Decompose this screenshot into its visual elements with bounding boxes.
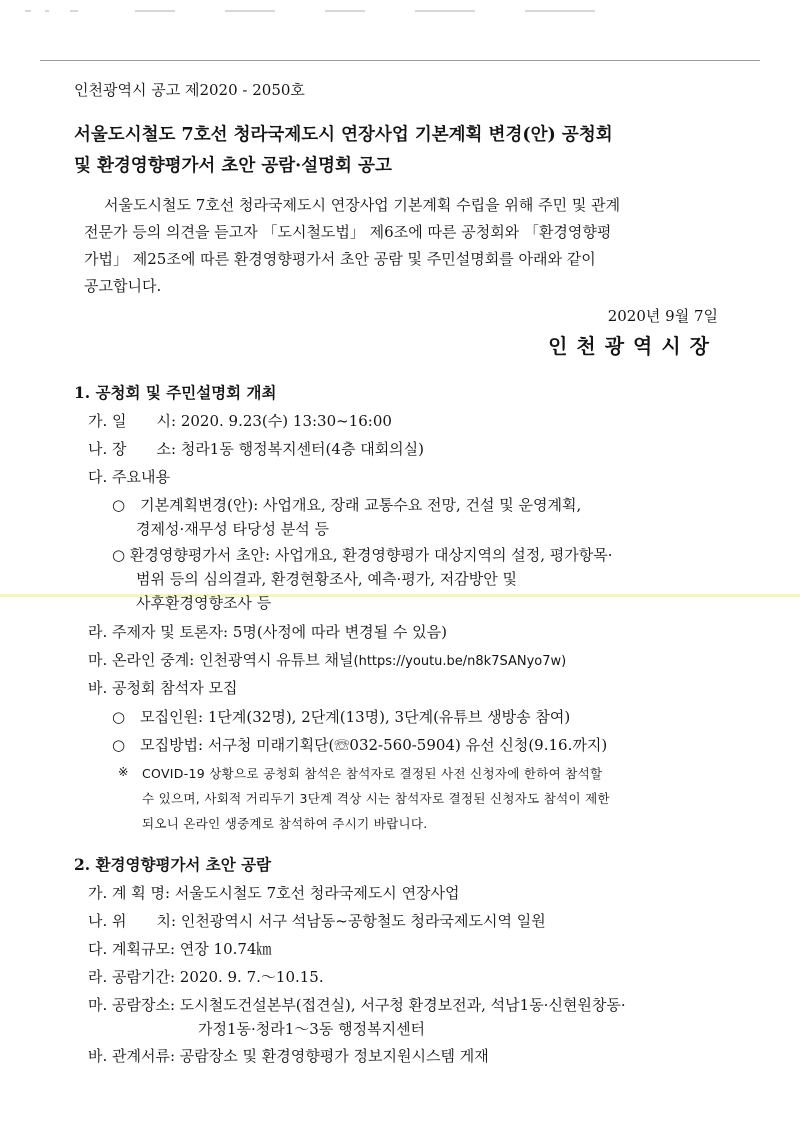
covid-note-line: 되오니 온라인 생중계로 참석하여 주시기 바랍니다. [142,816,428,831]
covid-note-line: COVID-19 상황으로 공청회 참석은 참석자로 결정된 사전 신청자에 한하여 참석할 [142,766,603,781]
related-documents: 바. 관계서류: 공람장소 및 환경영향평가 정보지원시스템 게재 [88,1047,489,1065]
inspection-period: 라. 공람기간: 2020. 9. 7.～10.15. [88,968,324,986]
scan-artifact [25,10,625,20]
covid-note-line: 수 있으며, 사회적 거리두기 3단계 격상 시는 참석자로 결정된 신청자도 참석이 제한 [142,791,610,806]
issuer-name: 인천광역시장 [548,334,718,358]
intro-line: 공고합니다. [84,277,162,295]
intro-line: 서울도시철도 7호선 청라국제도시 연장사업 기본계획 수립을 위해 주민 및 관계 [104,196,621,214]
online-stream-label: 마. 온라인 중계: 인천광역시 유튜브 채널 [88,651,354,669]
recruit-count: ○ 모집인원: 1단계(32명), 2단계(13명), 3단계(유튜브 생방송 참여) [112,708,571,726]
online-stream [88,649,566,670]
inspection-places: 마. 공람장소: 도시철도건설본부(접견실), 서구청 환경보전과, 석남1동·신현원창동· [88,996,626,1014]
contents-label: 다. 주요내용 [88,468,170,486]
content-item-plan: ○ 기본계획변경(안): 사업개요, 장래 교통수요 전망, 건설 및 운영계획, [112,496,582,514]
scan-highlight-artifact [0,594,800,597]
intro-line: 전문가 등의 의견을 듣고자 「도시철도법」 제6조에 따른 공청회와 「환경영향평 [84,223,612,241]
inspection-places-cont: 가정1동·청라1～3동 행정복지센터 [198,1020,426,1038]
panel-info: 라. 주제자 및 토론자: 5명(사정에 따라 변경될 수 있음) [88,623,448,641]
hearing-venue: 나. 장 소: 청라1동 행정복지센터(4층 대회의실) [88,440,425,458]
section1-heading: 1. 공청회 및 주민설명회 개최 [74,383,277,402]
youtube-link[interactable]: (https://youtu.be/n8k7SANyo7w) [353,654,567,669]
section2-heading: 2. 환경영향평가서 초안 공람 [74,855,272,874]
intro-line: 가법」 제25조에 따른 환경영향평가서 초안 공람 및 주민설명회를 아래와 같이 [84,250,596,268]
notice-title-line1: 서울도시철도 7호선 청라국제도시 연장사업 기본계획 변경(안) 공청회 [74,125,613,145]
content-item-eia-cont2: 사후환경영향조사 등 [136,594,272,612]
recruit-label: 바. 공청회 참석자 모집 [88,679,238,697]
notice-number: 인천광역시 공고 제2020 - 2050호 [74,81,305,99]
content-item-plan-cont: 경제성·재무성 타당성 분석 등 [136,520,329,538]
content-item-eia: ○ 환경영향평가서 초안: 사업개요, 환경영향평가 대상지역의 설정, 평가항목· [112,546,613,564]
header-rule [40,60,760,61]
project-location: 나. 위 치: 인천광역시 서구 석남동~공항철도 청라국제도시역 일원 [88,912,546,930]
project-name: 가. 계 획 명: 서울도시철도 7호선 청라국제도시 연장사업 [88,884,460,902]
intro-paragraph [84,192,724,300]
recruit-method: ○ 모집방법: 서구청 미래기획단(☏032-560-5904) 유선 신청(9.16.까지) [112,736,608,754]
notice-date: 2020년 9월 7일 [607,307,718,325]
notice-title-line2: 및 환경영향평가서 초안 공람·설명회 공고 [74,156,392,176]
project-scale: 다. 계획규모: 연장 10.74㎞ [88,940,272,958]
hearing-datetime: 가. 일 시: 2020. 9.23(수) 13:30~16:00 [88,412,392,430]
content-item-eia-cont: 범위 등의 심의결과, 환경현황조사, 예측·평가, 저감방안 및 [136,570,517,588]
note-mark: ※ [118,764,129,779]
